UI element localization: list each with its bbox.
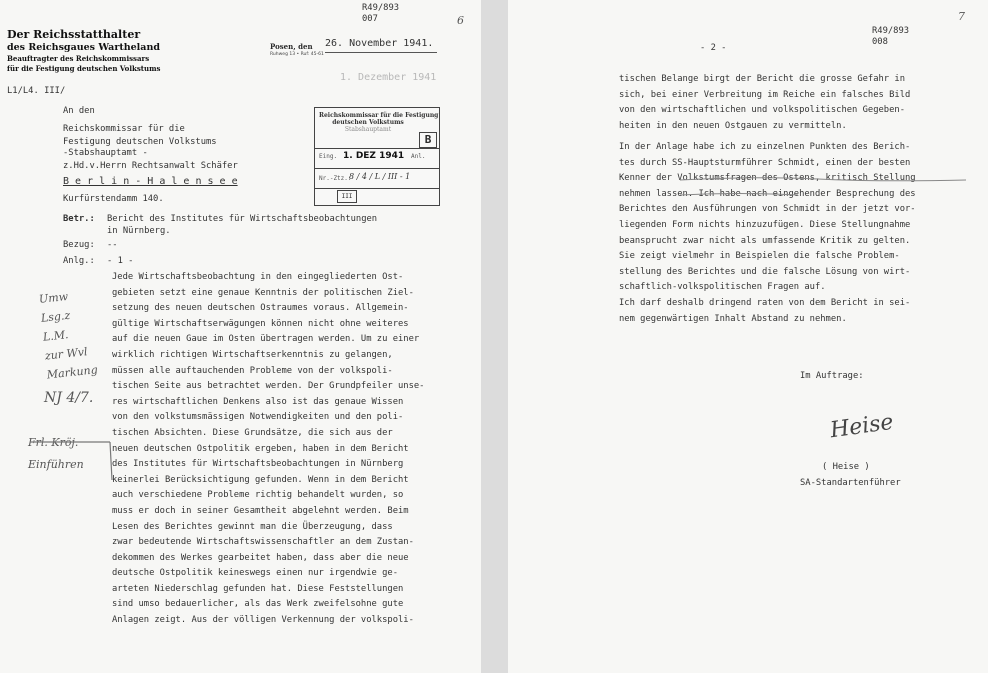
stamp-divider: [315, 148, 439, 149]
handwritten-margin-note-2: Frl. Kröj. Einführen: [28, 436, 84, 471]
body-line: von den wirtschaftlichen und volkspolitischen Gegeben-: [619, 105, 905, 116]
body-line: tischen Seite aus betrachtet werden. Der Grundpfeiler unse-: [112, 381, 425, 392]
body-line: Kenner der Volkstumsfragen des Ostens, kritisch Stellung: [619, 173, 916, 184]
signer-name: ( Heise ): [822, 462, 870, 472]
stamp-letter: B: [419, 132, 437, 148]
stamp-received-date: 1. DEZ 1941: [343, 151, 405, 161]
letterhead-line-3: Beauftragter des Reichskommissars: [7, 54, 150, 63]
body-line: Sie zeigt vielmehr in Beispielen die falsche Problem-: [619, 251, 900, 262]
body-line: Anlagen zeigt. Aus der völligen Verkennung der volkspoli-: [112, 615, 414, 626]
handwritten-margin-note: Umw Lsg.z L.M. zur Wvl Markung: [38, 289, 99, 382]
body-line: auf die neuen Gaue im Osten übertragen werden. Um zu einer: [112, 334, 420, 345]
body-line: keinerlei Berücksichtigung gefunden. Wenn in dem Bericht: [112, 474, 409, 485]
handwritten-initials: NJ 4/7.: [44, 390, 94, 406]
body-line: heiten in den neuen Ostgauen zu vermitteln.: [619, 120, 847, 131]
stamp-organization: Reichskommissar für die Festigung deutschen Volkstums Stabshauptamt: [319, 112, 439, 133]
letterhead: [7, 28, 160, 74]
body-line: tischen Absichten. Diese Grundsätze, die sich aus der: [112, 427, 393, 438]
address-line: -Stabshauptamt -: [63, 148, 148, 159]
body-line: sich, bei einer Verbreitung im Reiche ein falsches Bild: [619, 89, 911, 100]
body-paragraph-2: [619, 140, 916, 296]
body-line: gültige Wirtschaftserwägungen können nicht ohne weiteres: [112, 318, 409, 329]
body-line: Ich darf deshalb dringend raten von dem Bericht in sei-: [619, 298, 911, 308]
body-line: nem gegenwärtigen Inhalt Abstand zu nehmen.: [619, 313, 847, 324]
archive-number: 008: [872, 37, 888, 47]
letterhead-line-2: des Reichsgaues Wartheland: [7, 42, 160, 53]
body-line: Jede Wirtschaftsbeobachtung in den eingegliederten Ost-: [112, 272, 404, 282]
body-line: deutsche Ostpolitik keineswegs einen nur irgendwie ge-: [112, 568, 398, 579]
body-line: Berichtes den Ausführungen von Schmidt in der jetzt vor-: [619, 204, 916, 215]
handwritten-underline: [678, 168, 968, 198]
closing-phrase: Im Auftrage:: [800, 371, 864, 381]
body-paragraph-1: [619, 72, 910, 134]
body-line: zwar bedeutende Wirtschaftswissenschaftler an dem Zustan-: [112, 537, 414, 548]
recipient-address: [63, 104, 238, 207]
letterhead-line-4: für die Festigung deutschen Volkstums: [7, 64, 161, 73]
address-line: z.Hd.v.Herrn Rechtsanwalt Schäfer: [63, 161, 238, 172]
body-line: tischen Belange birgt der Bericht die grosse Gefahr in: [619, 74, 905, 84]
body-line: Lesen des Berichtes gewinnt man die Überzeugung, dass: [112, 521, 393, 532]
file-reference: L1/L4. III/: [7, 86, 66, 96]
letter-page-1: [0, 0, 481, 673]
address-street: Kurfürstendamm 140.: [63, 194, 164, 205]
reference-label: Bezug:: [63, 240, 95, 250]
pencil-page-number: 6: [457, 14, 464, 27]
body-line: res wirtschaftlichen Denkens also ist das genaue Wissen: [112, 396, 404, 407]
faint-date: 1. Dezember 1941: [340, 72, 437, 83]
margin-bracket-mark: [26, 440, 118, 484]
body-line: von den volkstumsmässigen Notwendigkeiten und den poli-: [112, 412, 404, 423]
receipt-stamp: [314, 107, 440, 206]
archive-stamp: [362, 3, 399, 25]
archive-ref: R49/893: [872, 26, 910, 36]
address-city: B e r l i n - H a l e n s e e: [63, 176, 238, 188]
body-line: arteten Niederschlag gefunden hat. Diese Feststellungen: [112, 583, 404, 594]
handwritten-signature: Heise: [828, 409, 895, 444]
letter-date: 26. November 1941.: [325, 36, 437, 53]
body-line: dekommen des Werkes gearbeitet haben, dass aber die neue: [112, 552, 409, 563]
body-line: wirklich richtigen Wirtschaftserkenntnis zu gelangen,: [112, 349, 393, 360]
subject-line-1: Bericht des Institutes für Wirtschaftsbeobachtungen: [107, 214, 378, 224]
body-line: auch verschiedene Probleme richtig behandelt wurden, so: [112, 490, 404, 501]
letter-page-2: [508, 0, 988, 673]
enclosure-row: [63, 254, 133, 270]
letterhead-line-1: Der Reichsstatthalter: [7, 28, 141, 41]
archive-stamp: [872, 26, 909, 48]
signer-rank: SA-Standartenführer: [800, 478, 901, 488]
body-line: sind umso bedauerlicher, als das Werk zweifelsohne gute: [112, 599, 404, 610]
subject-line-2: in Nürnberg.: [107, 226, 171, 236]
archive-number: 007: [362, 14, 378, 24]
address-line: Festigung deutschen Volkstums: [63, 137, 217, 148]
body-line: liegenden Form nichts hinzuzufügen. Diese Stellungnahme: [619, 219, 911, 230]
subject-label: Betr.:: [63, 214, 95, 224]
body-line: tes durch SS-Hauptsturmführer Schmidt, einen der besten: [619, 157, 911, 168]
body-line: des Institutes für Wirtschaftsbeobachtungen in Nürnberg: [112, 459, 404, 470]
pencil-page-number: 7: [958, 10, 965, 23]
place-date-prefix: Posen, den: [270, 42, 313, 51]
stamp-enclosure-label: Anl.: [411, 153, 426, 160]
body-line: gebieten setzt eine genaue Kenntnis der politischen Ziel-: [112, 287, 414, 298]
body-line: setzung des neuen deutschen Ostraumes voraus. Allgemein-: [112, 303, 409, 314]
reference-row: [63, 238, 118, 254]
enclosure-label: Anlg.:: [63, 256, 95, 266]
body-text: [112, 270, 424, 629]
enclosure-value: - 1 -: [107, 256, 134, 266]
address-line: An den: [63, 106, 95, 116]
address-line: Reichskommissar für die: [63, 123, 185, 134]
archive-ref: R49/893: [362, 3, 400, 13]
stamp-divider: [315, 168, 439, 169]
stamp-divider: [315, 188, 439, 189]
body-line: beansprucht zwar nicht als umfassende Kritik zu gelten.: [619, 235, 911, 246]
phone-line: Ruhweg 13 • Ruf: 45-61: [270, 52, 324, 57]
body-line: schaftlich-volkspolitischen Fragen auf.: [619, 282, 826, 293]
body-line: neuen deutschen Ostpolitik ergeben, haben in dem Bericht: [112, 443, 409, 454]
stamp-box-number: III: [337, 190, 357, 203]
body-paragraph-3: [619, 296, 910, 327]
stamp-number-label: Nr.-Ztz.:: [319, 175, 352, 182]
body-line: stellung des Berichtes und die falsche Lösung von wirt-: [619, 266, 911, 277]
stamp-received-label: Eing.: [319, 153, 338, 160]
body-line: muss er doch in seiner Gesamtheit abgelehnt werden. Beim: [112, 505, 409, 516]
page-number: - 2 -: [700, 43, 727, 53]
body-line: nehmen lassen. Ich habe nach eingehender Besprechung des: [619, 188, 916, 199]
stamp-number-value: 8 / 4 / L / III - 1: [349, 172, 411, 181]
reference-value: --: [107, 240, 118, 250]
body-line: In der Anlage habe ich zu einzelnen Punkten des Berich-: [619, 142, 911, 152]
body-line: müssen alle auftauchenden Probleme von der volkspoli-: [112, 365, 393, 376]
